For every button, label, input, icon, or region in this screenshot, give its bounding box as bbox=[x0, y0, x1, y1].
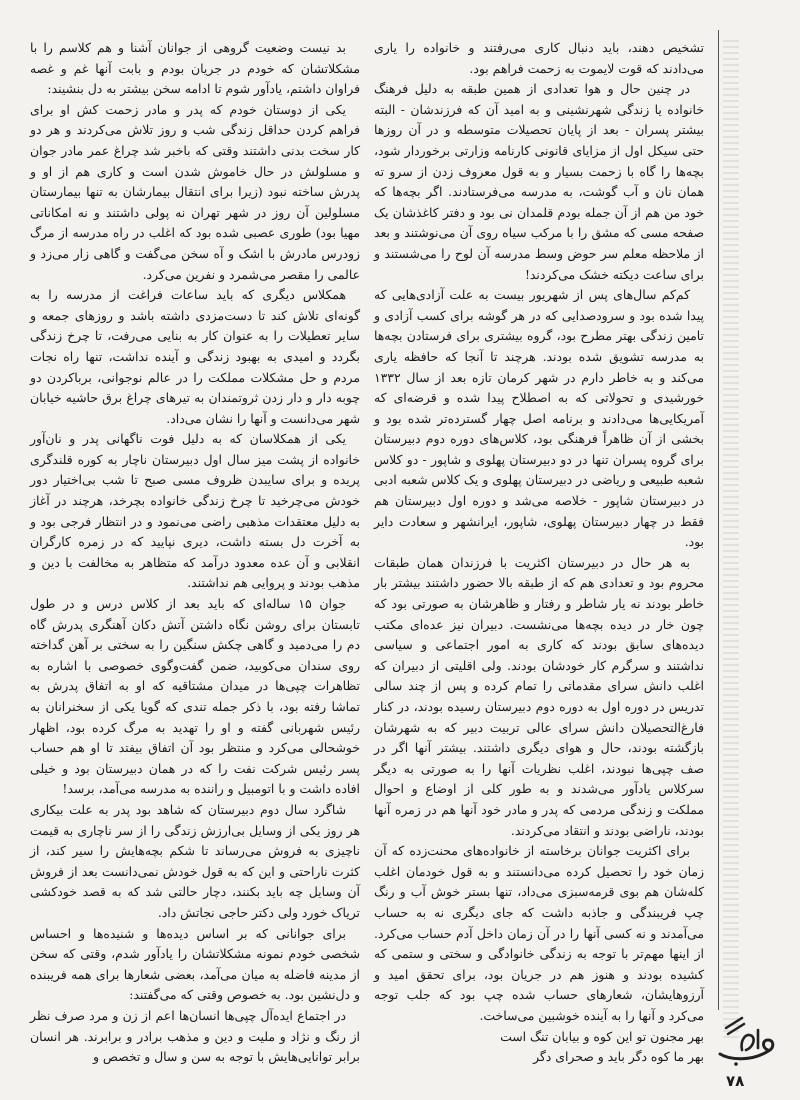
paragraph: در چنین حال و هوا تعدادی از همین طبقه به دلیل فرهنگ خانواده یا زندگی شهرنشینی و به امید آن که فرزندشان - البته بیشتر پسران - بعد از پایان تحصیلات متوسطه و در آن روزها حتی سیکل اول از مزایای قانونی کارنامه وزارتی برخوردار شود، بچه‌ها را گاه با زحمت بسیار و به قول معروف زدن از سرو ته همان نان و آب گوشت، به مدرسه می‌فرستادند. اگر بچه‌ها که خود من هم از آن جمله بودم قلمدان نی بود و دفتر کاغذشان یک صفحه مسی که مشق را با مرکب سیاه روی آن می‌نوشتند و بعد از ملاحظه معلم سر حوض وسط مدرسه آن لوح را می‌شستند و برای ساعت دیکته خشک می‌کردند! bbox=[374, 81, 704, 282]
paragraph: جوان ۱۵ ساله‌ای که باید بعد از کلاس درس و در طول تابستان برای روشن نگاه داشتن آتش دکان آهنگری پدرش گاه دم را می‌دمید و گاهی چکش سنگین را به سختی بر آهن گداخته روی سندان می‌کوبید، ضمن گفت‌وگوی خصوصی با اشاره به تظاهرات چپی‌ها در میدان مشتاقیه که او به اتفاق پدرش به تماشا رفته بود، با ذکر جمله تندی که گویا یکی از سخنرانان به رئیس شهربانی گفته و او را تهدید به مرگ کرده بود، اظهار خوشحالی می‌کرد و منتظر بود آن اتفاق بیفتد تا او هم حساب پسر رئیس شرکت نفت را که در همان دبیرستان بود و خیلی افاده داشت و با اتومبیل و راننده به مدرسه می‌آمد، برسد! bbox=[30, 596, 360, 797]
paragraph: یکی از همکلاسان که به دلیل فوت ناگهانی پدر و نان‌آور خانواده از پشت میز سال اول دبیرستان ناچار به کوره قلندگری پریده و برای سایبدن ظروف مسی صبح تا شب بی‌اختیار دور خودش می‌چرخید تا چرخ زندگی خانواده بچرخد، هرچند در آغاز به دلیل معتقدات مذهبی راضی می‌نمود و در انتظار فرجی بود و به آخرت دل بسته داشت، دیری نپایید که در زمره کارگران انقلابی و آن عده معدود درآمد که متظاهر به مخالفت با دین و مذهب بودند و پروایی هم نداشتند. bbox=[30, 431, 360, 591]
paragraph: برای جوانانی که بر اساس دیده‌ها و شنیده‌ها و احساس شخصی خودم نمونه مشکلاتشان را یادآور شدم، وقتی که سخن از مدینه فاضله به میان می‌آمد، بعضی شعارها برای همه فریبنده و دل‌نشین بود. به خصوص وقتی که می‌گفتند: bbox=[30, 925, 360, 1003]
paragraph: شاگرد سال دوم دبیرستان که شاهد بود پدر به علت بیکاری هر روز یکی از وسایل بی‌ارزش زندگی را از سر ناچاری به قیمت ناچیزی به فروش می‌رساند تا شکم بچه‌هایش را سیر کند، از کثرت ناراحتی و این که به قول خودش نمی‌دانست بعد از فروش آن وسایل چه باید بکنند، دچار حالتی شد که به قصد خودکشی تریاک خورد ولی دکتر حاجی نجاتش داد. bbox=[30, 801, 360, 920]
margin-decoration bbox=[723, 40, 739, 1040]
right-text-column bbox=[374, 38, 704, 1065]
paragraph: بد نیست وضعیت گروهی از جوانان آشنا و هم کلاسم را با مشکلاتشان که خودم در جریان بودم و بابت آنها غم و غصه فراوان داشتم، یادآور شوم تا ادامه سخن بیشتر به دل بنشیند: bbox=[30, 40, 360, 97]
paragraph: همکلاس دیگری که باید ساعات فراغت از مدرسه را به گونه‌ای تلاش کند تا دست‌مزدی داشته باشد و روزهای جمعه و سایر تعطیلات را به عنوان کار به بنایی می‌رفت، تا چرخ زندگی بگردد و امیدی به بهبود زندگی و آینده نداشت، تنها راه نجات مردم و حل مشکلات مملکت را در عالم نوجوانی، برباکردن دو چوبه دار و دار زدن ثروتمندان به تیرهای چراغ برق حاشیه خیابان شهر می‌دانست و آنها را نشان می‌داد. bbox=[30, 287, 360, 426]
kerman-calligraphy-icon bbox=[712, 1010, 782, 1070]
paragraph: برای اکثریت جوانان برخاسته از خانواده‌های محنت‌زده که آن زمان خود را تحصیل کرده می‌دانستند و به قول خودمان اغلب کله‌شان هم بوی قرمه‌سبزی می‌داد، تنها بستر خوش آب و رنگ چپ فریبندگی و جاذبه داشت که جای دیگری نه به حساب می‌آمدند و نه کسی آنها را در آن زمان داخل آدم حساب می‌کرد. از اینها مهم‌تر با توجه به زندگی خانوادگی و سختی و ستمی که کشیده بودند و هنوز هم در جریان بود، برای تحقق امید و آرزوهایشان، شعارهای حساب شده چپ بود که جلب توجه می‌کرد و آنها را به آینده خوشبین می‌ساخت. bbox=[374, 843, 704, 1023]
poem-line: بهر ما کوه دگر باید و صحرای دگر bbox=[533, 1049, 704, 1065]
left-text-column bbox=[30, 38, 360, 1083]
kerman-logo bbox=[712, 1010, 782, 1070]
paragraph: کم‌کم سال‌های پس از شهریور بیست به علت آزادی‌هایی که پیدا شده بود و سرودصدایی که در هر گوشه برای کسب آزادی و تامین زندگی بهتر مطرح بود، گروه بیشتری برای فرستادن بچه‌ها به مدرسه تشویق شده بودند. هرچند تا آنجا که حافظه یاری می‌کند و به خاطر دارم در شهر کرمان تازه بعد از سال ۱۳۳۲ خورشیدی و تحولاتی که به اصطلاح پیدا شده و قرضه‌ای که آمریکایی‌ها می‌دادند و برنامه اصل چهار گسترده‌تر شده بود و بخشی از آن ظاهراً فرهنگی بود، کلاس‌های دوره دوم دبیرستان برای گروه پسران تنها در دو دبیرستان پهلوی و شاپور - دو کلاس شعبه طبیعی و ریاضی در دبیرستان پهلوی و یک کلاس شعبه ادبی در دبیرستان شاپور - خلاصه می‌شد و دوره اول دبیرستان هم فقط در چهار دبیرستان پهلوی، شاپور، ایرانشهر و سعادت دایر بود. bbox=[374, 287, 704, 550]
page-number: ۷۸ bbox=[726, 1072, 745, 1090]
paragraph: در اجتماع ایده‌آل چپی‌ها انسان‌ها اعم از زن و مرد صرف نظر از رنگ و نژاد و ملیت و دین و مذهب برادر و برابرند. هر انسان برابر توانایی‌هایش با توجه به سن و سال و تخصص و bbox=[30, 1007, 360, 1065]
margin-rule bbox=[718, 30, 719, 1010]
paragraph: تشخیص دهند، باید دنبال کاری می‌رفتند و خانواده را یاری می‌دادند که قوت لایموت به زحمت فراهم بود. bbox=[374, 40, 704, 76]
poem-line: بهر مجنون تو این کوه و بیابان تنگ است bbox=[500, 1028, 704, 1044]
paragraph: یکی از دوستان خودم که پدر و مادر زحمت کش او برای فراهم کردن حداقل زندگی شب و روز تلاش می‌کردند و هر دو کار سخت بدنی داشتند وقتی که باخبر شد چراغ عمر مادر جوان و مسلولش در حال خاموش شدن است و کاری هم از او و پدرش ساخته نبود (زیرا برای انتقال بیمارشان به تنها بیمارستان مسلولین آن روز در شهر تهران نه پولی داشتند و نه امکاناتی مهیا بود) طوری عصبی شده بود که اغلب در راه مدرسه از مرگ زودرس مادرش با اشک و آه سخن می‌گفت و گاهی زار می‌زد و عالمی را مقصر می‌شمرد و نفرین می‌کرد. bbox=[30, 101, 360, 282]
paragraph: به هر حال در دبیرستان اکثریت با فرزندان همان طبقات محروم بود و تعدادی هم که از طبقه بالا حضور داشتند بیشتر بار خاطر بودند نه یار شاطر و رفتار و ظاهرشان به صورتی بود که چون خار در دیده بچه‌ها می‌نشست. دبیران نیز عده‌ای مکتب دیده‌های سابق بودند که کاری به امور اجتماعی و سیاسی نداشتند و سرگرم کار خودشان بودند. ولی اقلیتی از دبیران که اغلب دانش سرای مقدماتی را تمام کرده و پس از چند سالی تدریس در دوره اول به دوره دوم دبیرستان رسیده بودند، در کنار فارغ‌التحصیلان دانش سرای عالی تربیت دبیر که به شهرشان بازگشته بودند، حال و هوای دیگری داشتند. بیشتر آنها اگر در صف چپی‌ها نبودند، اغلب نظریات آنها را به صورتی به دیگر سرکلاس یادآور می‌شدند و به طور کلی از اوضاع و احوال مملکت و زندگی مردمی که پدر و مادر خود آنها هم در زمره آنها بودند، ناراضی بودند و انتقاد می‌کردند. bbox=[374, 554, 704, 838]
